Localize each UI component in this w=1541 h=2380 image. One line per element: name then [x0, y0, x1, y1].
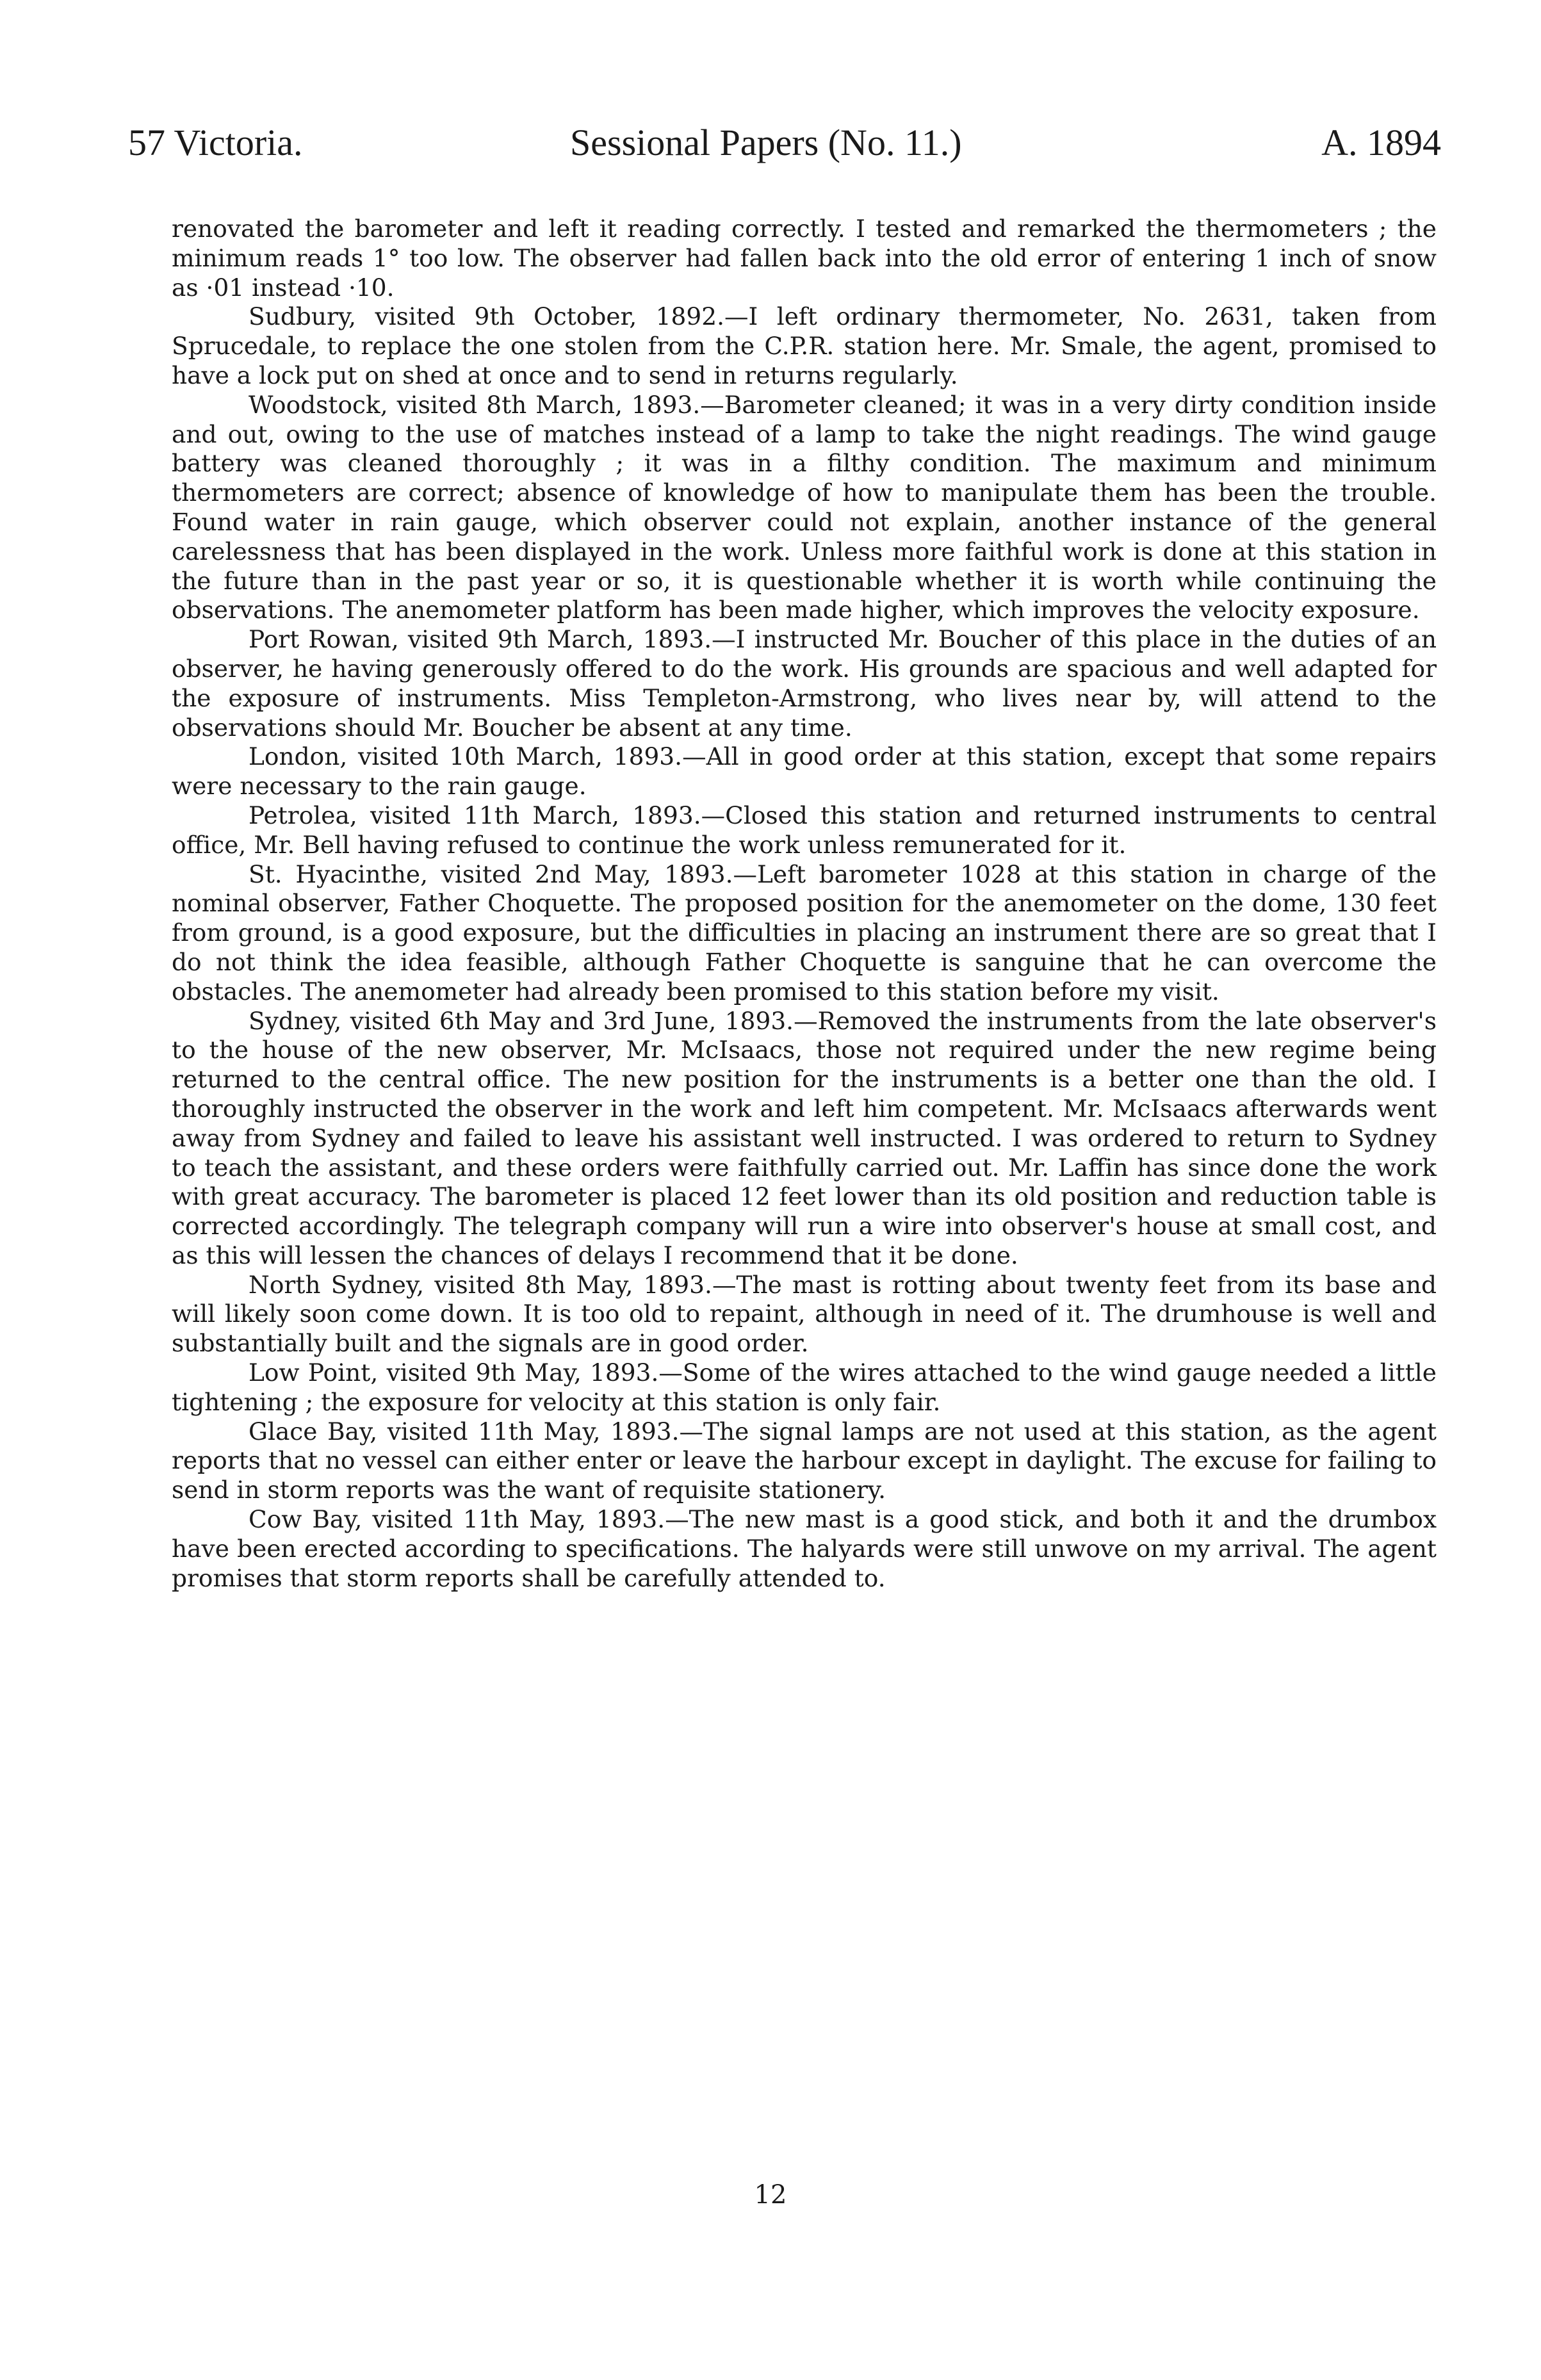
- paragraph-sydney: Sydney, visited 6th May and 3rd June, 1893.—Removed the instruments from the late observer's to the house of the new observer, Mr. McIsaacs, those not required under the new regime being returned to the central office. The new position for the instruments is a better one than the old. I thoroughly instructed the observer in the work and left him competent. Mr. McIsaacs afterwards went away from Sydney and failed to leave his assistant well instructed. I was ordered to return to Sydney to teach the assistant, and these orders were faithfully carried out. Mr. Laffin has since done the work with great accuracy. The barometer is placed 12 feet lower than its old position and reduction table is corrected accordingly. The telegraph company will run a wire into observer's house at small cost, and as this will lessen the chances of delays I recommend that it be done.: [172, 1006, 1437, 1269]
- paragraph-sudbury: Sudbury, visited 9th October, 1892.—I left ordinary thermometer, No. 2631, taken from Sprucedale, to replace the one stolen from the C.P.R. station here. Mr. Smale, the agent, promised to have a lock put on shed at once and to send in returns regularly.: [172, 302, 1437, 389]
- paragraph-london: London, visited 10th March, 1893.—All in good order at this station, except that some repairs were necessary to the rain gauge.: [172, 742, 1437, 801]
- paragraph-port-rowan: Port Rowan, visited 9th March, 1893.—I instructed Mr. Boucher of this place in the duties of an observer, he having generously offered to do the work. His grounds are spacious and well adapted for the exposure of instruments. Miss Templeton-Armstrong, who lives near by, will attend to the observations should Mr. Boucher be absent at any time.: [172, 625, 1437, 742]
- page-number: 12: [754, 2180, 787, 2210]
- paragraph-low-point: Low Point, visited 9th May, 1893.—Some of the wires attached to the wind gauge needed a little tightening ; the exposure for velocity at this station is only fair.: [172, 1358, 1437, 1416]
- report-body: [172, 215, 1437, 1593]
- header-title: Sessional Papers (No. 11.): [570, 122, 962, 163]
- header-year: A. 1894: [1321, 122, 1441, 163]
- paragraph-north-sydney: North Sydney, visited 8th May, 1893.—The mast is rotting about twenty feet from its base and will likely soon come down. It is too old to repaint, although in need of it. The drumhouse is well and substantially built and the signals are in good order.: [172, 1270, 1437, 1358]
- paragraph-st-hyacinthe: St. Hyacinthe, visited 2nd May, 1893.—Left barometer 1028 at this station in charge of the nominal observer, Father Choquette. The proposed position for the anemometer on the dome, 130 feet from ground, is a good exposure, but the difficulties in placing an instrument there are so great that I do not think the idea feasible, although Father Choquette is sanguine that he can overcome the obstacles. The anemometer had already been promised to this station before my visit.: [172, 860, 1437, 1006]
- paragraph-petrolea: Petrolea, visited 11th March, 1893.—Closed this station and returned instruments to central office, Mr. Bell having refused to continue the work unless remunerated for it.: [172, 801, 1437, 859]
- paragraph-woodstock: Woodstock, visited 8th March, 1893.—Barometer cleaned; it was in a very dirty condition inside and out, owing to the use of matches instead of a lamp to take the night readings. The wind gauge battery was cleaned thoroughly ; it was in a filthy condition. The maximum and minimum thermometers are correct; absence of knowledge of how to manipulate them has been the trouble. Found water in rain gauge, which observer could not explain, another instance of the general carelessness that has been displayed in the work. Unless more faithful work is done at this station in the future than in the past year or so, it is questionable whether it is worth while continuing the observations. The anemometer platform has been made higher, which improves the velocity exposure.: [172, 390, 1437, 624]
- paragraph-barometer-continuation: renovated the barometer and left it reading correctly. I tested and remarked the thermometers ; the minimum reads 1° too low. The observer had fallen back into the old error of entering 1 inch of snow as ·01 instead ·10.: [172, 215, 1437, 302]
- paragraph-cow-bay: Cow Bay, visited 11th May, 1893.—The new mast is a good stick, and both it and the drumbox have been erected according to specifications. The halyards were still unwove on my arrival. The agent promises that storm reports shall be carefully attended to.: [172, 1505, 1437, 1592]
- running-header: [128, 114, 1441, 172]
- header-session: 57 Victoria.: [128, 122, 303, 163]
- paragraph-glace-bay: Glace Bay, visited 11th May, 1893.—The signal lamps are not used at this station, as the agent reports that no vessel can either enter or leave the harbour except in daylight. The excuse for failing to send in storm reports was the want of requisite stationery.: [172, 1417, 1437, 1504]
